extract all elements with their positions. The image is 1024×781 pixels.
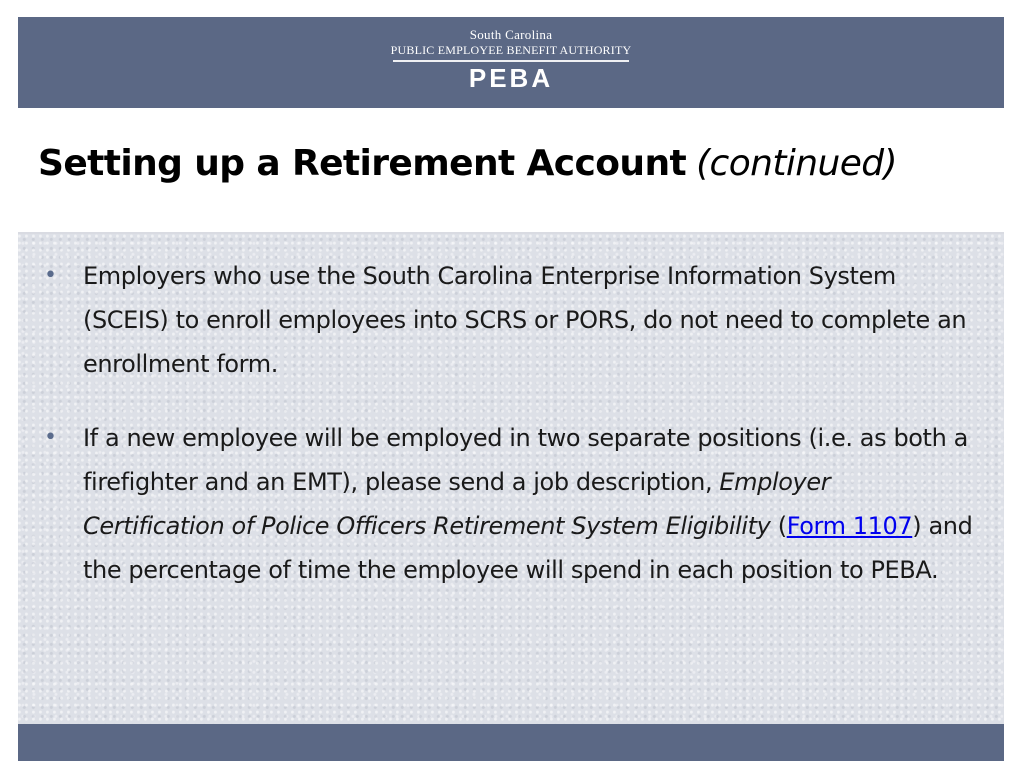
bullet-item — [44, 416, 974, 592]
bullet-list — [44, 254, 974, 622]
bullet-text: If a new employee will be employed in two separate positions (i.e. as both a firefighter and an EMT), please send a job description, — [83, 424, 968, 496]
slide-title — [38, 142, 897, 186]
logo-authority-name: PUBLIC EMPLOYEE BENEFIT AUTHORITY — [390, 43, 632, 57]
footer-band — [18, 724, 1004, 761]
logo-wordmark: PEBA — [468, 63, 554, 93]
logo-state-name: South Carolina — [469, 27, 553, 42]
bullet-icon: • — [44, 263, 57, 288]
peba-logo — [18, 27, 1004, 92]
title-band — [18, 108, 1004, 234]
bullet-icon: • — [44, 425, 57, 450]
bullet-text: Employers who use the South Carolina Enterprise Information System (SCEIS) to enroll employees into SCRS or PORS, do not need to complete an enrollment form. — [83, 262, 967, 378]
bullet-text-after: ) and the percentage of time the employee will spend in each position to PEBA. — [83, 512, 973, 584]
header-band — [18, 17, 1004, 108]
form-1107-link[interactable]: Form 1107 — [786, 512, 913, 540]
logo-divider — [393, 60, 629, 62]
content-area — [18, 234, 1004, 724]
bullet-item — [44, 254, 974, 386]
slide — [18, 17, 1004, 761]
slide-title-suffix: (continued) — [696, 143, 897, 184]
slide-title-main: Setting up a Retirement Account — [38, 143, 687, 184]
form-title-text: Employer Certification of Police Officers Retirement System Eligibility — [83, 468, 831, 540]
bullet-text-paren: ( — [770, 512, 787, 540]
